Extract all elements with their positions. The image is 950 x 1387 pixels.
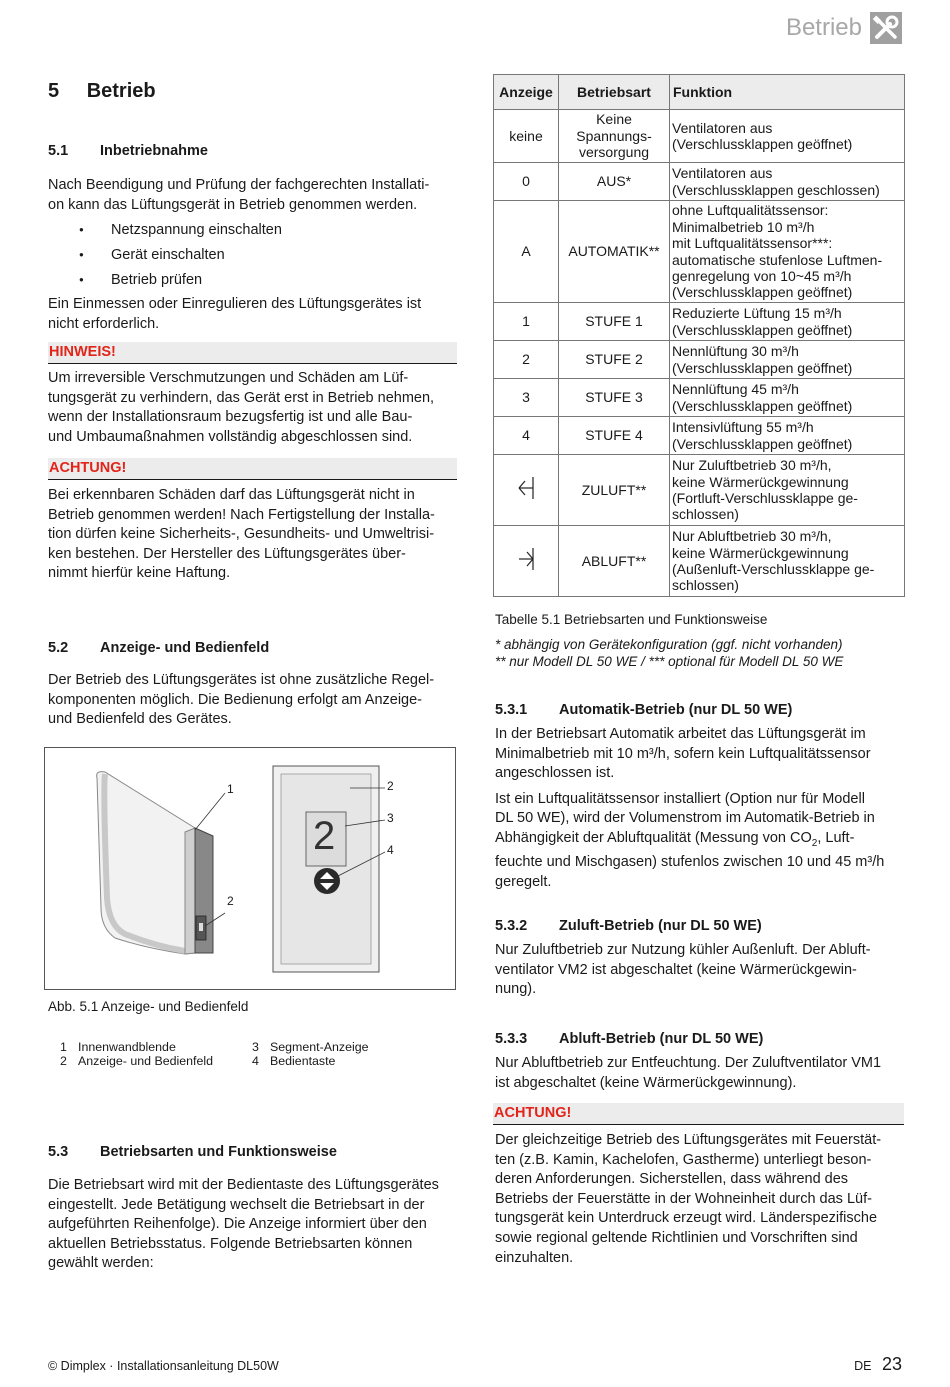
list-item: ● Betrieb prüfen: [48, 268, 455, 293]
callout-label: 1: [227, 782, 234, 796]
cell-betriebsart: ABLUFT**: [559, 526, 670, 597]
running-header-title: Betrieb: [785, 14, 862, 41]
list-item: ● Gerät einschalten: [48, 243, 455, 268]
cell-anzeige: [494, 455, 559, 526]
section-5-3-heading: 5.3 Betriebsarten und Funktionsweise: [48, 1144, 337, 1160]
paragraph-line: Der gleichzeitige Betrieb des Lüftungsgerätes mit Feuerstät-: [495, 1132, 882, 1148]
section-5-3-1-text: [495, 725, 902, 893]
callout-label: 3: [387, 811, 394, 825]
paragraph-line: eingestellt. Jede Betätigung wechselt die Betriebsart in der: [48, 1196, 425, 1213]
cell-betriebsart: AUS*: [559, 163, 670, 201]
paragraph-line: Minimalbetrieb mit 10 m³/h, sofern kein Luftqualitätssensor: [495, 745, 871, 762]
cell-anzeige: 1: [494, 303, 559, 341]
paragraph-line: Betriebs der Feuerstätte in der Wohneinheit durch das Lüf-: [495, 1190, 872, 1207]
chapter-heading: [48, 80, 156, 103]
zuluft-icon: [516, 476, 536, 500]
cell-betriebsart: STUFE 4: [559, 417, 670, 455]
cell-funktion: Nennlüftung 30 m³/h (Verschlussklappen geöffnet): [670, 341, 905, 379]
legend-item: 3 Segment-Anzeige: [252, 1040, 369, 1054]
cell-funktion: ohne Luftqualitätssensor: Minimalbetrieb 10 m³/h mit Luftqualitätssensor***: automatische stufenlose Luftmen- genregelung von 10~45 m³/h (Verschlussklappen geöffnet): [670, 201, 905, 303]
section-5-2-heading: 5.2 Anzeige- und Bedienfeld: [48, 640, 270, 656]
paragraph-line: gewählt werden:: [48, 1255, 154, 1272]
paragraph-line: komponenten möglich. Die Bedienung erfolgt am Anzeige-: [48, 691, 423, 708]
legend-item: 1 Innenwandblende: [60, 1040, 176, 1054]
paragraph-line: geregelt.: [495, 874, 552, 891]
table-note: ** nur Modell DL 50 WE / *** optional für Modell DL 50 WE: [495, 654, 844, 669]
table-row: [494, 417, 905, 455]
table-header-row: [494, 75, 905, 110]
paragraph-line: ten (z.B. Kamin, Kachelofen, Gastherme) unterliegt beson-: [495, 1151, 872, 1168]
cell-anzeige: 0: [494, 163, 559, 201]
hinweis-label: HINWEIS!: [48, 342, 457, 364]
achtung-label: ACHTUNG!: [48, 458, 457, 480]
achtung-box: [48, 458, 457, 584]
cell-anzeige: keine: [494, 110, 559, 163]
paragraph-line: Ein Einmessen oder Einregulieren des Lüftungsgerätes ist: [48, 296, 422, 313]
cell-funktion: Nur Zuluftbetrieb 30 m³/h, keine Wärmerückgewinnung (Fortluft-Verschlussklappe ge- schlossen): [670, 455, 905, 526]
cell-funktion: Reduzierte Lüftung 15 m³/h (Verschlussklappen geöffnet): [670, 303, 905, 341]
paragraph-line: Bei erkennbaren Schäden darf das Lüftungsgerät nicht in: [48, 487, 415, 503]
paragraph-line: tungsgerät zu verhindern, das Gerät erst in Betrieb nehmen,: [48, 389, 435, 406]
paragraph-line: Um irreversible Verschmutzungen und Schäden am Lüf-: [48, 370, 409, 386]
table-row: [494, 163, 905, 201]
paragraph-line: tungsgerät kein Unterdruck erzeugt wird. Länderspezifische: [495, 1210, 878, 1227]
section-5-3-2-text: [495, 941, 902, 1000]
cell-anzeige: 2: [494, 341, 559, 379]
paragraph-line: deren Anforderungen. Sicherstellen, dass während des: [495, 1171, 849, 1188]
paragraph-line: ken bestehen. Der Hersteller des Lüftungsgerätes über-: [48, 545, 406, 562]
paragraph-line: einzuhalten.: [495, 1249, 574, 1266]
paragraph-line: nicht erforderlich.: [48, 315, 160, 332]
cell-anzeige: 3: [494, 379, 559, 417]
paragraph-line: Betrieb genommen werden! Nach Fertigstellung der Installa-: [48, 506, 435, 523]
section-5-3-1-heading: 5.3.1 Automatik-Betrieb (nur DL 50 WE): [495, 702, 793, 718]
cell-betriebsart: STUFE 3: [559, 379, 670, 417]
paragraph-line: sowie regional geltende Richtlinien und Vorschriften sind: [495, 1229, 858, 1246]
cell-betriebsart: AUTOMATIK**: [559, 201, 670, 303]
paragraph-line: Abhängigkeit der Abluftqualität (Messung von $CO_2$, Luft-: [495, 829, 855, 849]
section-5-3-text: [48, 1176, 455, 1274]
paragraph-line: ist abgeschaltet (keine Wärmerückgewinnung).: [495, 1074, 797, 1091]
footer-left: © Dimplex · Installationsanleitung DL50W: [48, 1359, 279, 1373]
cell-anzeige: 4: [494, 417, 559, 455]
paragraph-line: In der Betriebsart Automatik arbeitet das Lüftungsgerät im: [495, 726, 866, 742]
modes-table: [493, 74, 905, 597]
figure-frame: [44, 747, 456, 990]
column-header: Funktion: [670, 75, 905, 110]
table-row: [494, 341, 905, 379]
paragraph-line: Nur Zuluftbetrieb zur Nutzung kühler Außenluft. Der Abluft-: [495, 942, 871, 958]
tools-icon: [870, 12, 902, 44]
paragraph-line: tion dürfen keine Sicherheits-, Gesundheits- und Umweltrisi-: [48, 526, 435, 543]
callout-label: 2: [227, 894, 234, 908]
cell-betriebsart: ZULUFT**: [559, 455, 670, 526]
abluft-icon: [516, 547, 536, 571]
paragraph-line: Nur Abluftbetrieb zur Entfeuchtung. Der Zuluftventilator VM1: [495, 1055, 882, 1071]
achtung-label: ACHTUNG!: [493, 1103, 904, 1125]
cell-funktion: Intensivlüftung 55 m³/h (Verschlussklappen geöffnet): [670, 417, 905, 455]
paragraph-line: ventilator VM2 ist abgeschaltet (keine Wärmerückgewin-: [495, 961, 857, 978]
callout-label: 4: [387, 843, 394, 857]
cell-betriebsart: STUFE 2: [559, 341, 670, 379]
section-5-1-heading: 5.1 Inbetriebnahme: [48, 143, 208, 159]
table-row: [494, 201, 905, 303]
cell-anzeige: [494, 526, 559, 597]
paragraph-line: nimmt hierfür keine Haftung.: [48, 565, 231, 582]
paragraph-line: wenn der Installationsraum bezugsfertig ist und alle Bau-: [48, 409, 413, 426]
table-row: [494, 110, 905, 163]
paragraph-line: aufgeführten Reihenfolge). Die Anzeige informiert über den: [48, 1216, 427, 1233]
running-header: [786, 12, 902, 44]
paragraph-line: Nach Beendigung und Prüfung der fachgerechten Installati-: [48, 177, 430, 193]
cell-betriebsart: STUFE 1: [559, 303, 670, 341]
section-5-3-2-heading: 5.3.2 Zuluft-Betrieb (nur DL 50 WE): [495, 918, 762, 934]
cell-betriebsart: Keine Spannungs- versorgung: [559, 110, 670, 163]
table-row: [494, 455, 905, 526]
page-number: 23: [881, 1354, 902, 1374]
cell-funktion: Ventilatoren aus (Verschlussklappen geschlossen): [670, 163, 905, 201]
table-caption: Tabelle 5.1 Betriebsarten und Funktionsweise: [495, 612, 768, 627]
display-digit: 2: [313, 814, 336, 858]
section-5-2-text: [48, 671, 455, 730]
paragraph-line: nung).: [495, 981, 537, 998]
footer-lang: DE: [854, 1359, 872, 1373]
cell-funktion: Nur Abluftbetrieb 30 m³/h, keine Wärmerückgewinnung (Außenluft-Verschlussklappe ge- schlossen): [670, 526, 905, 597]
cell-anzeige: A: [494, 201, 559, 303]
chapter-title: Betrieb: [86, 80, 156, 102]
callout-label: 2: [387, 779, 394, 793]
paragraph-line: und Umbaumaßnahmen vollständig abgeschlossen sind.: [48, 428, 413, 445]
paragraph-line: angeschlossen ist.: [495, 765, 615, 782]
bullet-list: [48, 218, 455, 292]
cell-funktion: Ventilatoren aus (Verschlussklappen geöffnet): [670, 110, 905, 163]
column-header: Betriebsart: [559, 75, 670, 110]
paragraph-line: Die Betriebsart wird mit der Bedientaste des Lüftungsgerätes: [48, 1177, 439, 1193]
list-item: ● Netzspannung einschalten: [48, 218, 455, 243]
legend-item: 4 Bedientaste: [252, 1054, 336, 1068]
section-5-1-intro: [48, 176, 455, 334]
chapter-number: 5: [48, 80, 60, 102]
legend-item: 2 Anzeige- und Bedienfeld: [60, 1054, 214, 1068]
paragraph-line: und Bedienfeld des Gerätes.: [48, 711, 232, 728]
paragraph-line: Der Betrieb des Lüftungsgerätes ist ohne zusätzliche Regel-: [48, 672, 435, 688]
paragraph-line: DL 50 WE), wird der Volumenstrom im Automatik-Betrieb in: [495, 810, 875, 827]
figure-caption: Abb. 5.1 Anzeige- und Bedienfeld: [48, 999, 249, 1014]
section-5-3-3-heading: 5.3.3 Abluft-Betrieb (nur DL 50 WE): [495, 1031, 764, 1047]
paragraph-line: Ist ein Luftqualitätssensor installiert (Option nur für Modell: [495, 790, 865, 807]
footer-right: [854, 1354, 902, 1375]
paragraph-line: on kann das Lüftungsgerät in Betrieb genommen werden.: [48, 196, 418, 213]
column-header: Anzeige: [494, 75, 559, 110]
table-row: [494, 526, 905, 597]
cell-funktion: Nennlüftung 45 m³/h (Verschlussklappen geöffnet): [670, 379, 905, 417]
table-row: [494, 303, 905, 341]
achtung-box: [493, 1103, 904, 1268]
table-row: [494, 379, 905, 417]
paragraph-line: feuchte und Mischgasen) stufenlos zwischen 10 und 45 m³/h: [495, 854, 885, 871]
paragraph-line: aktuellen Betriebsstatus. Folgende Betriebsarten können: [48, 1235, 413, 1252]
hinweis-box: [48, 342, 457, 447]
section-5-3-3-text: [495, 1054, 902, 1093]
table-note: * abhängig von Gerätekonfiguration (ggf. nicht vorhanden): [495, 637, 843, 652]
